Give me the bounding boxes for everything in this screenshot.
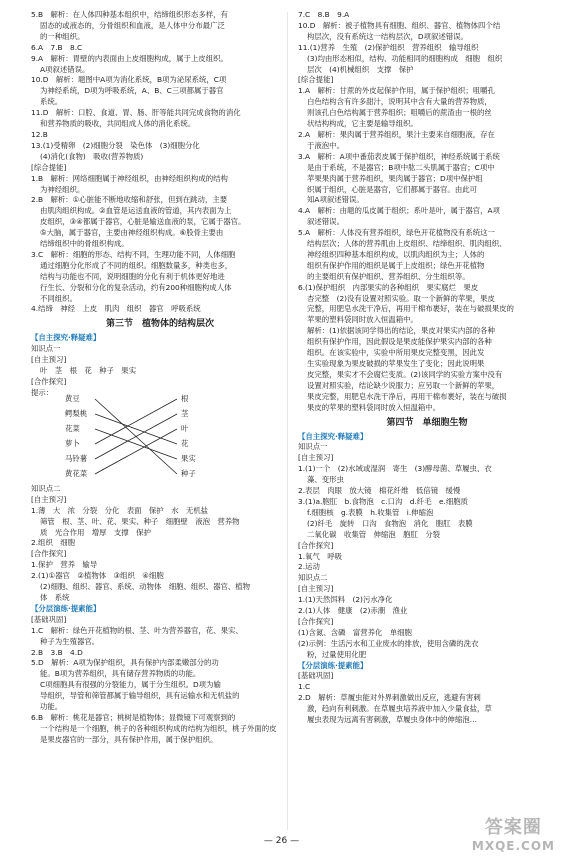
text-line: 则该孔白色结构属于营养组织；咀嚼后的蔗渣由一根的丝 — [307, 108, 492, 118]
text-line: 叶 茎 根 花 种子 果实 — [40, 366, 137, 376]
text-line: 粉，过量使用化肥 — [307, 649, 367, 659]
text-line: [合作探究] — [31, 377, 67, 386]
text-line: 苹果果肉属于营养组织，果肉属于器官；D项中保护组 — [307, 173, 483, 183]
text-line: 果皮完整，用肥皂水洗干净后，再用干棉布裹好，装在与破损 — [307, 391, 507, 401]
text-line: [ 综合提能 ] — [298, 75, 556, 86]
text-line: (2)纤毛 旋转 口沟 食物泡 消化 胞肛 表膜 — [307, 518, 473, 528]
text-line: [基础巩固] — [31, 614, 67, 624]
match-right-item: 花 — [181, 438, 189, 448]
text-line: 5.B 解析：在人体四种基本组织中，结缔组织形态多样，有 — [31, 10, 228, 19]
text-line: 1.B 解析：网络细胞属于神经组织，由神经组织构成的结构 — [31, 173, 228, 183]
match-right-item: 茎 — [181, 408, 189, 418]
text-line: 2.(1)①器官 ②植物体 ③组织 ④细胞 — [31, 571, 164, 581]
text-line: (2)示例：生活污水和工业废水的排放，使用含磷的洗衣 — [298, 638, 479, 648]
text-line: 质 光合作用 增厚 支撑 保护 — [40, 527, 151, 537]
match-left-item: 花菜 — [65, 423, 80, 433]
text-line: 功能。 — [40, 702, 63, 712]
text-line: (3)均由形态相似，结构、功能相同的细胞构成 细胞 组织 — [307, 53, 503, 63]
text-line: 的主要组织有保护组织、营养组织、分生组织等。 — [307, 271, 470, 281]
page-number: — 26 — — [263, 836, 300, 846]
match-left-item: 黄花菜 — [65, 468, 88, 478]
text-line: 1.A 解析：甘蔗的外皮起保护作用，属于保护组织；咀嚼孔 — [298, 86, 495, 96]
text-line: 1.(1)天然饵料 (2)污水净化 — [298, 595, 393, 605]
text-line: 知识点一 — [298, 442, 328, 452]
text-line: 筛管 根、茎、叶、花、果实、种子 细胞壁 液泡 营养物 — [40, 516, 240, 526]
text-line: [合作探究] — [298, 540, 334, 550]
text-line: 神经组织四种基本组织构成，以肌肉组织为主；人体的 — [307, 249, 485, 259]
text-line: 完整，用肥皂水洗干净后，再用干棉布裹好，装在与破损果皮的 — [307, 304, 514, 314]
match-left-item: 鳄梨桃 — [65, 408, 88, 418]
text-line: 系统。 — [40, 97, 63, 107]
text-line: 设置对照实验，结论缺少说服力；应另取一个新鲜的苹果， — [307, 380, 500, 390]
text-line: 一个结构是一个细胞，桃子的各种组织构成的结构为组织，桃子外面的皮 — [40, 723, 277, 733]
text-line: 10.D 解析：题图中A项为消化系统，B项为泌尿系统，C项 — [31, 75, 227, 85]
text-line: 藻、变形虫 — [307, 475, 344, 485]
text-line: 状结构构成，它主要是输导组织。 — [307, 119, 418, 129]
text-line: 由肌肉组织构成。②血管是运送血液的管道，其内表面为上 — [40, 206, 232, 216]
text-line: 1.保护 营养 输导 — [31, 560, 98, 570]
hint-label: 提示： — [31, 387, 54, 397]
text-line: 1.C 解析：绿色开花植物的根、茎、叶为营养器官，花、果实、 — [31, 625, 243, 635]
text-line: 2.A 解析：果肉属于营养组织，果汁主要来自细胞液，存在 — [298, 129, 495, 139]
text-line: 体 系统 — [40, 592, 70, 602]
text-line: 2.表层 肉眼 放大镜 棉花纤维 低倍镜 缓慢 — [298, 486, 461, 496]
text-line: 固态的或液态的，分骨组织和血液，是人体中分布最广泛 — [40, 20, 225, 30]
text-line: 1.(1)一个 (2)水域或湿润 寄生 (3)酵母菌、草履虫、衣 — [298, 464, 492, 474]
text-line: 叙述错误。 — [307, 217, 344, 227]
text-line: 4.结缔 神经 上皮 肌肉 组织 器官 呼吸系统 — [31, 304, 201, 314]
text-line: [合作探究] — [298, 616, 334, 626]
text-line: 皮组织，③④都属于器官，心脏是输送血液的泵，它属于器官。 — [40, 217, 246, 227]
match-left-item: 马铃薯 — [65, 453, 88, 463]
text-line: 9.A 解析：胃壁的内表面由上皮细胞构成，属于上皮组织。 — [31, 53, 228, 63]
text-line: 激，趋向有利刺激。在草履虫培养液中加入少量食盐，草 — [307, 704, 492, 714]
text-line: 【 分层演练·提素能 】 — [31, 604, 289, 615]
text-line: [自主预习] — [31, 355, 67, 365]
text-line: 12.B — [31, 129, 48, 139]
text-line: 2.D 解析：草履虫能对外界刺激做出反应，逃避有害刺 — [298, 693, 481, 703]
text-line: 1.C — [298, 682, 311, 692]
text-line: 2.B 解析：①心脏能不断地收缩和舒张，但到在跳动，主要 — [31, 195, 228, 205]
text-line: 2.B 3.B 4.D — [31, 647, 83, 657]
text-line: [ 综合提能 ] — [31, 163, 289, 174]
text-line: [基础巩固] — [298, 671, 334, 681]
text-line: 【 分层演练·提素能 】 — [298, 661, 556, 672]
text-line: 为神经组织。 — [40, 184, 85, 194]
text-line: 苹果的塑料袋同时放入恒温箱中。 — [307, 315, 418, 325]
text-line: 2.(1)人体 健康 (2)赤潮 渔业 — [298, 606, 408, 616]
text-line: 组织有保护作用的组织是属于上皮组织；绿色开花植物 — [307, 260, 485, 270]
text-line: 白色结构含有许多甜汁，说明其中含有大量的营养物质， — [307, 97, 492, 107]
text-line: 3.A 解析：A项中番茄表皮属于保护组织，神经系统属于系统 — [298, 151, 500, 161]
text-line: 知识点二 — [298, 573, 328, 583]
text-line: 是果皮器官的一部分，具有保护作用，属于保护组织。 — [40, 734, 218, 744]
text-line: 13.(1)受精卵 (2)细胞分裂 染色体 (3)细胞分化 — [31, 140, 200, 150]
text-line: 行生长、分裂和分化的复杂活动，约有200种细胞构成人体 — [40, 282, 232, 292]
text-line: 组织。在该实验中，实验中所用果皮完整变黑，因此发 — [307, 348, 485, 358]
text-line: 层次 (4)机械组织 支撑 保护 — [307, 64, 414, 74]
text-line: 4.A 解析：由题的瓜皮属于组织；系叶是叶，属于器官，A项 — [298, 206, 500, 216]
match-connector — [95, 429, 177, 474]
text-line: 生实验现象为果皮破损的苹果发生了变化；因此说明果 — [307, 359, 485, 368]
left-text-block-2 — [31, 484, 289, 746]
text-line: 5.D 解析：A项为保护组织，具有保护内部柔嫩部分的功 — [31, 658, 219, 668]
watermark-bottom: MXQE.COM — [471, 839, 555, 853]
text-line: (2)细胞、组织、器官、系统、动物体 细胞、组织、器官、植物 — [40, 582, 251, 592]
text-line: 能。B项为营养组织，具有储存营养物质的功能。 — [40, 669, 201, 679]
text-line: 不同组织。 — [40, 293, 77, 303]
text-line: 种子为生殖器官。 — [40, 636, 100, 646]
text-line: f.细胞核 g.表膜 h.收集管 i.伸缩泡 — [307, 507, 434, 517]
text-line: 1.氧气 呼吸 — [298, 551, 343, 561]
text-line: 于液泡中。 — [307, 140, 344, 150]
text-line: ⑤大脑，属于器官，主要由神经组织构成。⑥股骨主要由 — [40, 228, 224, 238]
match-connector — [95, 414, 177, 444]
text-line: 10.D 解析：被子植物具有细胞、组织、器官、植物体四个结 — [298, 20, 501, 30]
text-line: 皮完整，果实才不会腐烂变质。(2)该同学的实验方案中没有 — [307, 369, 503, 379]
match-connector — [95, 429, 177, 459]
right-column — [298, 10, 556, 726]
text-line: [自主预习] — [31, 494, 67, 504]
text-line: 履虫表现为远离有害刺激，草履虫身体中的伸缩泡… — [307, 715, 477, 725]
right-text-block — [298, 10, 556, 726]
match-right-item: 叶 — [181, 423, 189, 433]
text-line: 6.(1)保护组织 内部果实的各种组织 果实腐烂 果皮 — [298, 282, 479, 292]
left-column — [31, 10, 289, 746]
match-right-item: 果实 — [181, 453, 196, 463]
text-line: 为神经系统，D项为呼吸系统，A、B、C三项都属于器官 — [40, 86, 224, 96]
text-line: 7.C 8.B 9.A — [298, 10, 350, 19]
text-line: A项叙述错误。 — [40, 64, 90, 74]
text-line: 结缔组织中的骨组织构成。 — [40, 239, 129, 249]
match-connector — [95, 399, 177, 444]
text-line: 和营养物质的吸收，共同组成人体的消化系统。 — [40, 119, 196, 129]
text-line: 2.运动 — [298, 562, 320, 572]
match-connector — [95, 414, 177, 459]
text-line: 构层次，没有系统这一结构层次，D项叙述错误。 — [307, 31, 468, 41]
text-line: 组织有保护作用，因此假设是果皮能保护果实内部的各种 — [307, 337, 492, 347]
text-line: 是由于系统，不是器官；B项中肱二头肌属于器官；C项中 — [307, 162, 495, 172]
text-line: (1)含氮、含磷 富营养化 单细胞 — [298, 627, 412, 637]
text-line: 杏完整 (2)没有设置对照实验。取一个新鲜的苹果，果皮 — [307, 293, 495, 303]
text-line: 6.B 解析：桃花是器官；桃树是植物体；显微镜下可观察到的 — [31, 712, 236, 722]
match-left-item: 黄豆 — [65, 393, 80, 403]
text-line: 第三节 植物体的结构层次 — [105, 319, 214, 330]
text-line: 结构与功能也不同，说明细胞的分化有利于机体更好地进 — [40, 271, 225, 281]
text-line: 知A项叙述错误。 — [307, 195, 364, 205]
text-line: 通过细胞分化形成了不同的组织。细胞数量多，种类也多， — [40, 260, 233, 270]
text-line: 11.D 解析：口腔、食道、胃、肠、肝等能共同完成食物的消化 — [31, 108, 241, 118]
text-line: [自主预习] — [298, 453, 334, 463]
text-line: [自主预习] — [298, 584, 334, 594]
match-right-item: 种子 — [181, 468, 196, 478]
text-line: 11.(1)营养 生殖 (2)保护组织 营养组织 输导组织 — [298, 42, 479, 52]
match-left-item: 萝卜 — [65, 438, 80, 448]
watermark-logo — [472, 813, 555, 853]
watermark-top: 答案圈 — [484, 817, 542, 838]
text-line: 知识点二 — [31, 483, 61, 493]
text-line: 织属于组织，心脏是器官，它们都属于器官。由此可 — [307, 184, 477, 194]
text-line: 二氧化碳 收集管 伸缩泡 胞肛 分裂 — [307, 529, 441, 539]
text-line: 知识点一 — [31, 344, 61, 354]
match-right-item: 根 — [181, 393, 189, 403]
text-line: 果皮的苹果的塑料袋同时放入恒温箱中。 — [307, 402, 441, 412]
text-line: 5.A 解析：人体没有营养组织，绿色开花植物没有系统这一 — [298, 228, 495, 238]
text-line: 【 自主探究·释疑难 】 — [298, 432, 556, 443]
text-line: 导组织，导管和筛管都属于输导组织，具有运输水和无机盐的 — [40, 691, 240, 701]
text-line: 【 自主探究·释疑难 】 — [31, 333, 289, 344]
text-line: 3.(1)a.胞肛 b.食物泡 c.口沟 d.纤毛 e.细胞质 — [298, 496, 469, 506]
text-line: 3.C 解析：细胞的形态、结构不同，生理功能不同，人体细胞 — [31, 249, 236, 259]
text-line: 的一种组织。 — [40, 31, 85, 41]
text-line: 第四节 单细胞生物 — [386, 417, 468, 428]
text-line: 2.组织 细胞 — [31, 538, 76, 548]
left-text-block — [31, 10, 289, 388]
text-line: [合作探究] — [31, 549, 67, 559]
text-line: 6.A 7.B 8.C — [31, 42, 83, 52]
text-line: 1.薄 大 浓 分裂 分化 表面 保护 水 无机盐 — [31, 505, 209, 515]
text-line: 结构层次；人体的营养肌由上皮组织、结缔组织、肌肉组织、 — [307, 239, 507, 249]
text-line: C项细胞具有很强的分裂能力，属于分生组织。D项为输 — [40, 680, 221, 690]
text-line: (4)消化(食物) 吸收(营养物质) — [40, 151, 144, 161]
text-line: 解析：(1)依据该同学得出的结论，果皮对果实内部的各种 — [307, 326, 495, 336]
matching-diagram — [31, 388, 289, 484]
